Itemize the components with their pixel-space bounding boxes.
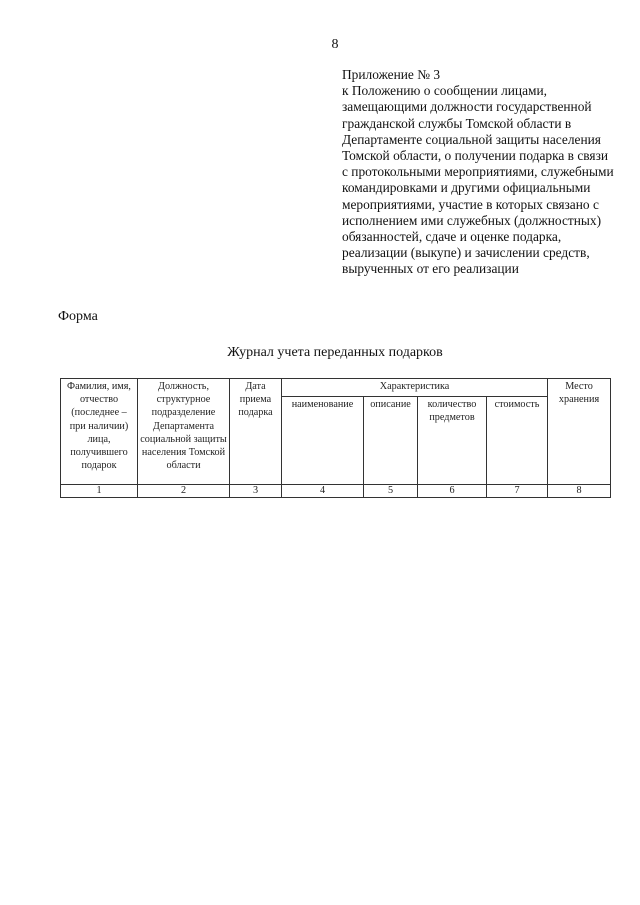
- header-date: Дата приема подарка: [230, 379, 282, 485]
- column-number: 2: [138, 485, 230, 498]
- page-number: 8: [331, 37, 339, 52]
- appendix-title: Приложение № 3: [342, 67, 441, 82]
- column-number: 7: [487, 485, 548, 498]
- column-number-row: [61, 485, 611, 498]
- column-number: 5: [364, 485, 418, 498]
- header-sub-name: наименование: [282, 397, 364, 485]
- header-characteristics: Характеристика: [282, 379, 548, 397]
- column-number: 3: [230, 485, 282, 498]
- header-position: Должность, структурное подразделение Департамента социальной защиты населения Томской области: [138, 379, 230, 485]
- header-storage-place: Место хранения: [548, 379, 611, 485]
- appendix-block: [342, 67, 614, 278]
- journal-title: Журнал учета переданных подарков: [227, 345, 443, 360]
- header-sub-quantity: количество предметов: [418, 397, 487, 485]
- header-sub-description: описание: [364, 397, 418, 485]
- header-sub-cost: стоимость: [487, 397, 548, 485]
- column-number: 1: [61, 485, 138, 498]
- header-full-name: Фамилия, имя, отчество (последнее – при наличии) лица, получившего подарок: [61, 379, 138, 485]
- header-row-1: [61, 379, 611, 397]
- journal-table: [60, 378, 611, 498]
- column-number: 8: [548, 485, 611, 498]
- column-number: 4: [282, 485, 364, 498]
- appendix-text: к Положению о сообщении лицами, замещающими должности государственной гражданской службы Томской области в Департаменте социальной защиты населения Томской области, о получении подарка в связи с протокольными мероприятиями, служебными командировками и другими официальными мероприятиями, участие в которых связано с исполнением ими служебных (должностных) обязанностей, сдаче и оценке подарка, реализации (выкупе) и зачислении средств, вырученных от его реализации: [342, 83, 614, 277]
- column-number: 6: [418, 485, 487, 498]
- form-label: Форма: [58, 309, 98, 324]
